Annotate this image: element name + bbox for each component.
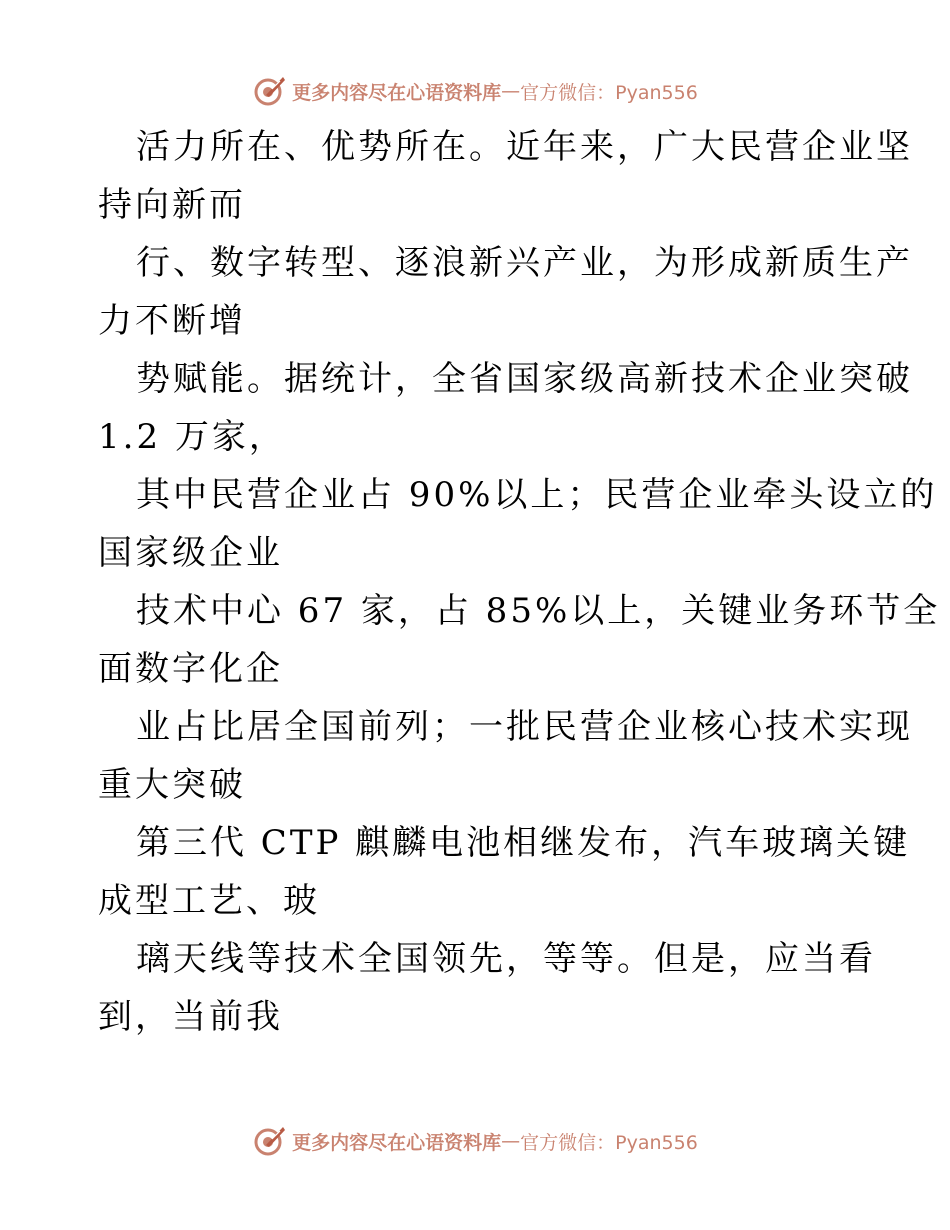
watermark-contact: 官方微信：Pyan556 — [520, 81, 698, 104]
text-line: 国家级企业 — [98, 533, 283, 573]
text-line: 力不断增 — [98, 301, 246, 341]
text-line: 其中民营企业占 90%以上；民营企业牵头设立的 — [136, 475, 938, 515]
text-line: 璃天线等技术全国领先，等等。但是，应当看 — [136, 939, 876, 979]
text-line: 1.2 万家， — [98, 417, 286, 457]
footer-watermark — [0, 1121, 950, 1161]
text-line: 活力所在、优势所在。近年来，广大民营企业坚 — [136, 127, 913, 167]
watermark-separator: — — [501, 1130, 521, 1152]
text-line: 重大突破 — [98, 765, 246, 805]
text-line: 势赋能。据统计，全省国家级高新技术企业突破 — [136, 359, 913, 399]
text-line: 行、数字转型、逐浪新兴产业，为形成新质生产 — [136, 243, 913, 283]
text-line: 技术中心 67 家，占 85%以上，关键业务环节全 — [136, 591, 941, 631]
text-line: 面数字化企 — [98, 649, 283, 689]
text-line: 到，当前我 — [98, 997, 283, 1037]
quill-logo-icon — [252, 73, 288, 109]
header-watermark — [0, 71, 950, 111]
watermark-contact: 官方微信：Pyan556 — [520, 1131, 698, 1154]
watermark-brand: 更多内容尽在心语资料库 — [292, 81, 502, 104]
quill-logo-icon — [252, 1123, 288, 1159]
text-line: 业占比居全国前列；一批民营企业核心技术实现 — [136, 707, 913, 747]
watermark-brand: 更多内容尽在心语资料库 — [292, 1131, 502, 1154]
watermark-separator: — — [501, 80, 521, 102]
text-line: 持向新而 — [98, 185, 246, 225]
text-line: 成型工艺、玻 — [98, 881, 320, 921]
document-body — [98, 118, 941, 1046]
text-line: 第三代 CTP 麒麟电池相继发布，汽车玻璃关键 — [136, 823, 911, 863]
